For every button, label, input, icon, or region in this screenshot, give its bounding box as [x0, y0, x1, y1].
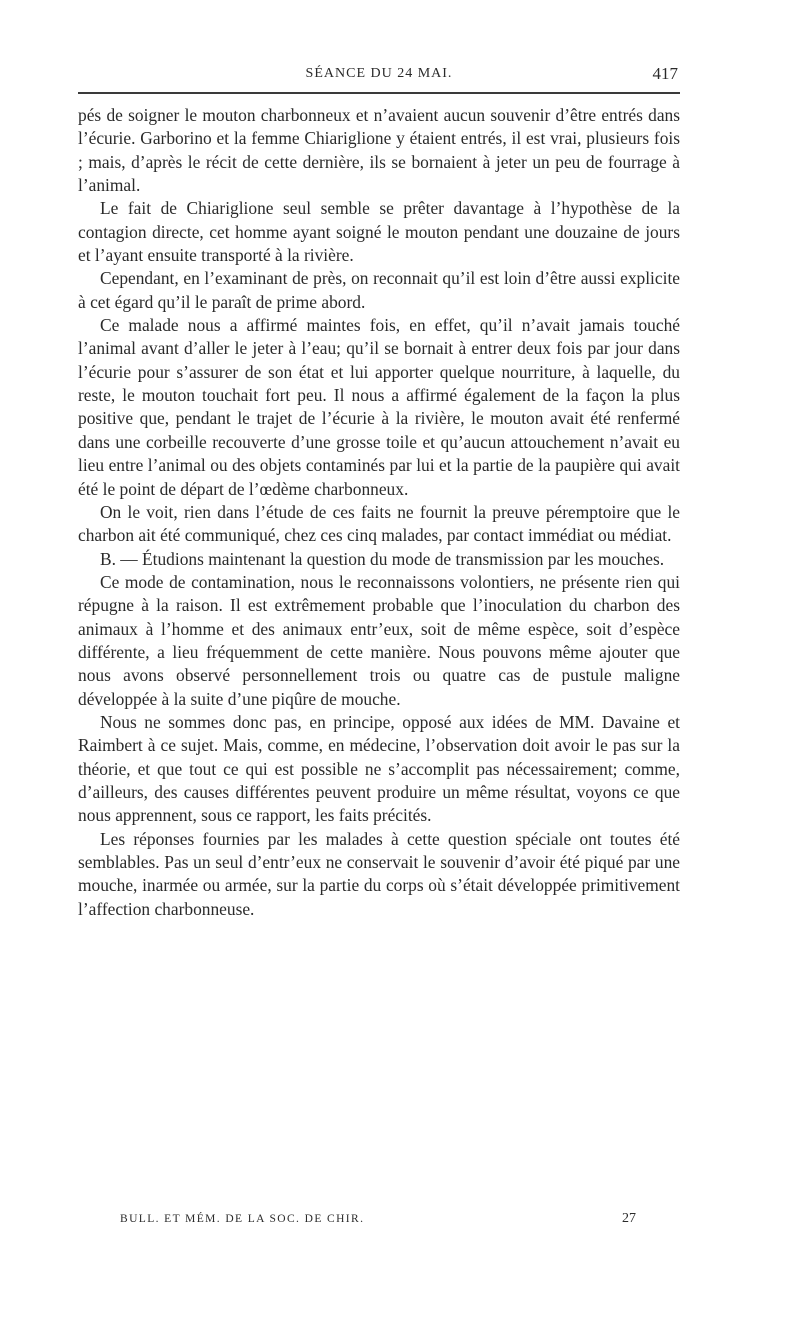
paragraph: Les réponses fournies par les malades à cette question spéciale ont toutes été semblables. Pas un seul d’entr’eux ne conservait le souvenir d’avoir été piqué par une mouche, inarmée ou armée, sur la partie du corps où s’était développée primitivement l’affection charbonneuse.	[78, 828, 680, 919]
footer-journal-title: BULL. ET MÉM. DE LA SOC. DE CHIR.	[120, 1213, 365, 1225]
paragraph: Ce mode de contamination, nous le reconnaissons volontiers, ne présente rien qui répugne à la raison. Il est extrêmement probable que l’inoculation du charbon des animaux à l’homme et des animaux entr’eux, soit de même espèce, soit d’espèce différente, a lieu fréquemment de cette manière. Nous pouvons même ajouter que nous avons observé personnellement trois ou quatre cas de pustule maligne développée à la suite d’une piqûre de mouche.	[78, 571, 680, 709]
running-header	[78, 56, 680, 94]
paragraph: Ce malade nous a affirmé maintes fois, en effet, qu’il n’avait jamais touché l’animal avant d’aller le jeter à l’eau; qu’il se bornait à entrer deux fois par jour dans l’écurie pour s’assurer de son état et lui apporter quelque nourriture, à laquelle, du reste, le mouton touchait fort peu. Il nous a affirmé également de la façon la plus positive que, pendant le trajet de l’écurie à la rivière, le mouton avait été renfermé dans une corbeille recouverte d’une grosse toile et qu’aucun attouchement n’avait eu lieu entre l’animal ou des objets contaminés par lui et la partie de la paupière qui avait été le point de départ de l’œdème charbonneux.	[78, 315, 680, 499]
footer-signature-number: 27	[622, 1211, 636, 1226]
page	[78, 56, 680, 1226]
section-heading-paragraph: B. — Étudions maintenant la question du mode de transmission par les mouches.	[100, 548, 665, 569]
header-title: SÉANCE DU 24 MAI.	[305, 66, 453, 81]
paragraph: Nous ne sommes donc pas, en principe, opposé aux idées de MM. Davaine et Raimbert à ce sujet. Mais, comme, en médecine, l’observation doit avoir le pas sur la théorie, et que tout ce qui est possible ne s’accomplit pas nécessairement; comme, d’ailleurs, des causes différentes peuvent produire un même résultat, voyons ce que nous apprennent, sous ce rapport, les faits précités.	[78, 711, 680, 826]
page-number: 417	[652, 64, 678, 83]
page-footer	[78, 1213, 680, 1233]
paragraph-continuation: pés de soigner le mouton charbonneux et n’avaient aucun souvenir d’être entrés dans l’écurie. Garborino et la femme Chiariglione y étaient entrés, il est vrai, plusieurs fois ; mais, d’après le récit de cette dernière, ils se bornaient à jeter un peu de fourrage à l’animal.	[78, 105, 680, 196]
body-text	[78, 104, 680, 921]
paragraph: On le voit, rien dans l’étude de ces faits ne fournit la preuve péremptoire que le charbon ait été communiqué, chez ces cinq malades, par contact immédiat ou médiat.	[78, 501, 680, 546]
paragraph: Cependant, en l’examinant de près, on reconnait qu’il est loin d’être aussi explicite à cet égard qu’il le paraît de prime abord.	[78, 268, 680, 312]
paragraph: Le fait de Chiariglione seul semble se prêter davantage à l’hypothèse de la contagion directe, cet homme ayant soigné le mouton pendant une douzaine de jours et l’ayant ensuite transporté à la rivière.	[78, 198, 680, 266]
